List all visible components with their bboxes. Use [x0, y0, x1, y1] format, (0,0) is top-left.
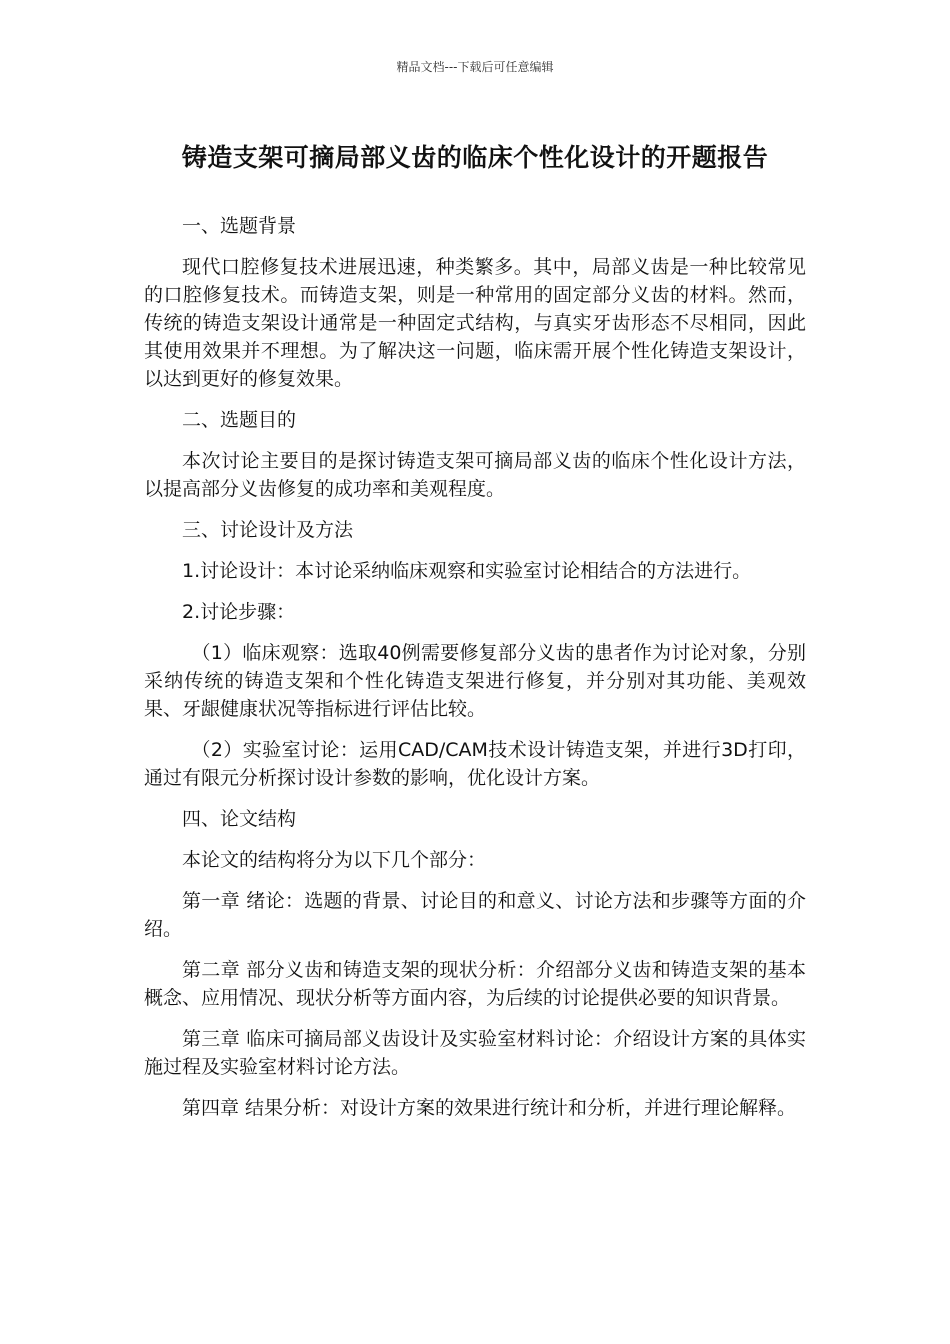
paragraph-background: 现代口腔修复技术进展迅速，种类繁多。其中，局部义齿是一种比较常见的口腔修复技术。而铸造支架，则是一种常用的固定部分义齿的材料。然而，传统的铸造支架设计通常是一种固定式结构，与真实牙齿形态不尽相同，因此其使用效果并不理想。为了解决这一问题，临床需开展个性化铸造支架设计，以达到更好的修复效果。	[144, 256, 806, 390]
paragraph-design: 1.讨论设计：本讨论采纳临床观察和实验室讨论相结合的方法进行。	[182, 560, 752, 582]
paragraph-clinical-observation: （1）临床观察：选取40例需要修复部分义齿的患者作为讨论对象，分别采纳传统的铸造支架和个性化铸造支架进行修复，并分别对其功能、美观效果、牙龈健康状况等指标进行评估比较。	[144, 642, 806, 720]
header-note: 精品文档---下载后可任意编辑	[396, 60, 554, 74]
paragraph-lab-study: （2）实验室讨论：运用CAD/CAM技术设计铸造支架，并进行3D打印，通过有限元分析探讨设计参数的影响，优化设计方案。	[144, 739, 806, 789]
paragraph-steps: 2.讨论步骤：	[182, 601, 296, 623]
section-heading-methods: 三、讨论设计及方法	[182, 519, 354, 541]
paragraph-purpose: 本次讨论主要目的是探讨铸造支架可摘局部义齿的临床个性化设计方法，以提高部分义齿修复的成功率和美观程度。	[144, 450, 806, 500]
paragraph-structure-intro: 本论文的结构将分为以下几个部分：	[182, 849, 487, 871]
paragraph-chapter-2: 第二章 部分义齿和铸造支架的现状分析：介绍部分义齿和铸造支架的基本概念、应用情况、现状分析等方面内容，为后续的讨论提供必要的知识背景。	[144, 959, 806, 1009]
document-title: 铸造支架可摘局部义齿的临床个性化设计的开题报告	[181, 143, 769, 172]
section-heading-background: 一、选题背景	[182, 215, 297, 237]
paragraph-chapter-1: 第一章 绪论：选题的背景、讨论目的和意义、讨论方法和步骤等方面的介绍。	[144, 890, 806, 940]
paragraph-chapter-4: 第四章 结果分析：对设计方案的效果进行统计和分析，并进行理论解释。	[182, 1097, 797, 1119]
section-heading-structure: 四、论文结构	[182, 808, 297, 830]
paragraph-chapter-3: 第三章 临床可摘局部义齿设计及实验室材料讨论：介绍设计方案的具体实施过程及实验室材料讨论方法。	[144, 1028, 806, 1078]
document-body	[144, 212, 806, 1135]
section-heading-purpose: 二、选题目的	[182, 409, 297, 431]
